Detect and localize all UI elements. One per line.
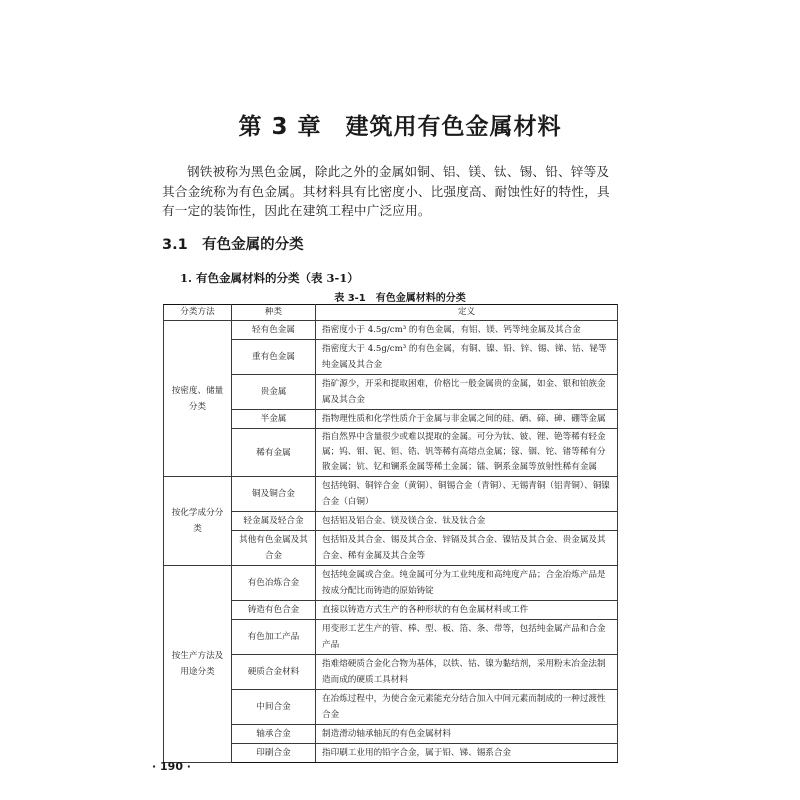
table-row bbox=[164, 744, 618, 763]
method-cell: 按生产方法及用途分类 bbox=[164, 566, 232, 763]
definition-cell: 指印刷工业用的铅字合金，属于铅、锑、锡系合金 bbox=[316, 744, 618, 763]
table-row bbox=[164, 375, 618, 410]
kind-cell: 铸造有色合金 bbox=[232, 601, 316, 620]
method-cell: 按化学成分分类 bbox=[164, 477, 232, 566]
definition-cell: 制造滑动轴承轴瓦的有色金属材料 bbox=[316, 725, 618, 744]
kind-cell: 硬质合金材料 bbox=[232, 655, 316, 690]
definition-cell: 指矿源少，开采和提取困难，价格比一般金属贵的金属，如金、银和铂族金属及其合金 bbox=[316, 375, 618, 410]
table-row bbox=[164, 690, 618, 725]
table-row bbox=[164, 410, 618, 429]
kind-cell: 贵金属 bbox=[232, 375, 316, 410]
table-row bbox=[164, 340, 618, 375]
table-caption: 表 3-1 有色金属材料的分类 bbox=[334, 293, 466, 304]
kind-cell: 有色冶炼合金 bbox=[232, 566, 316, 601]
classification-table bbox=[163, 304, 618, 763]
definition-cell: 指密度小于 4.5g/cm³ 的有色金属，有铝、镁、钙等纯金属及其合金 bbox=[316, 321, 618, 340]
table-row bbox=[164, 725, 618, 744]
sub-title: 1. 有色金属材料的分类（表 3-1） bbox=[180, 271, 359, 285]
definition-cell: 包括纯金属或合金。纯金属可分为工业纯度和高纯度产品；合金冶炼产品是按成分配比而铸造的原始铸锭 bbox=[316, 566, 618, 601]
header-definition: 定义 bbox=[316, 305, 618, 321]
chapter-title: 第 3 章 建筑用有色金属材料 bbox=[238, 114, 562, 140]
definition-cell: 指难熔硬质合金化合物为基体，以铁、钴、镍为黏结剂，采用粉末冶金法制造而成的硬质工具材料 bbox=[316, 655, 618, 690]
kind-cell: 稀有金属 bbox=[232, 429, 316, 477]
kind-cell: 轻金属及轻合金 bbox=[232, 512, 316, 531]
table-row bbox=[164, 321, 618, 340]
table-row bbox=[164, 531, 618, 566]
table-row bbox=[164, 477, 618, 512]
header-method: 分类方法 bbox=[164, 305, 232, 321]
definition-cell: 在冶炼过程中，为使合金元素能充分结合加入中间元素而制成的一种过渡性合金 bbox=[316, 690, 618, 725]
table-row bbox=[164, 512, 618, 531]
header-kind: 种类 bbox=[232, 305, 316, 321]
kind-cell: 轻有色金属 bbox=[232, 321, 316, 340]
definition-cell: 指物理性质和化学性质介于金属与非金属之间的硅、硒、碲、砷、硼等金属 bbox=[316, 410, 618, 429]
definition-cell: 包括纯铜、铜锌合金（黄铜）、铜锡合金（青铜）、无锡青铜（铝青铜）、铜镍合金（白铜） bbox=[316, 477, 618, 512]
kind-cell: 其他有色金属及其合金 bbox=[232, 531, 316, 566]
table-row bbox=[164, 655, 618, 690]
definition-cell: 包括铅及其合金、锡及其合金、锌镉及其合金、镍钴及其合金、贵金属及其合金、稀有金属及其合金等 bbox=[316, 531, 618, 566]
definition-cell: 包括铝及铝合金、镁及镁合金、钛及钛合金 bbox=[316, 512, 618, 531]
kind-cell: 铜及铜合金 bbox=[232, 477, 316, 512]
table-row bbox=[164, 620, 618, 655]
definition-cell: 指密度大于 4.5g/cm³ 的有色金属，有铜、镍、铅、锌、锡、锑、钴、铋等纯金属及其合金 bbox=[316, 340, 618, 375]
intro-paragraph: 钢铁被称为黑色金属，除此之外的金属如铜、铝、镁、钛、锡、铅、锌等及其合金统称为有色金属。其材料具有比密度小、比强度高、耐蚀性好的特性，具有一定的装饰性，因此在建筑工程中广泛应用。 bbox=[162, 164, 610, 218]
table-header-row bbox=[164, 305, 618, 321]
definition-cell: 直接以铸造方式生产的各种形状的有色金属材料或工件 bbox=[316, 601, 618, 620]
kind-cell: 重有色金属 bbox=[232, 340, 316, 375]
table-row bbox=[164, 601, 618, 620]
kind-cell: 有色加工产品 bbox=[232, 620, 316, 655]
kind-cell: 轴承合金 bbox=[232, 725, 316, 744]
definition-cell: 用变形工艺生产的管、棒、型、板、箔、条、带等，包括纯金属产品和合金产品 bbox=[316, 620, 618, 655]
page-number: · 190 · bbox=[152, 760, 191, 773]
kind-cell: 印刷合金 bbox=[232, 744, 316, 763]
method-cell: 按密度、储量分类 bbox=[164, 321, 232, 477]
kind-cell: 中间合金 bbox=[232, 690, 316, 725]
definition-cell: 指自然界中含量很少或难以提取的金属。可分为钛、铍、锂、铯等稀有轻金属；钨、钼、铌、钽、锆、钒等稀有高熔点金属；镓、铟、铊、锗等稀有分散金属；钪、钇和镧系金属等稀土金属；镭、锕系金属等放射性稀有金属 bbox=[316, 429, 618, 477]
table-row bbox=[164, 429, 618, 477]
section-title: 3.1 有色金属的分类 bbox=[162, 237, 304, 253]
table-row bbox=[164, 566, 618, 601]
kind-cell: 半金属 bbox=[232, 410, 316, 429]
